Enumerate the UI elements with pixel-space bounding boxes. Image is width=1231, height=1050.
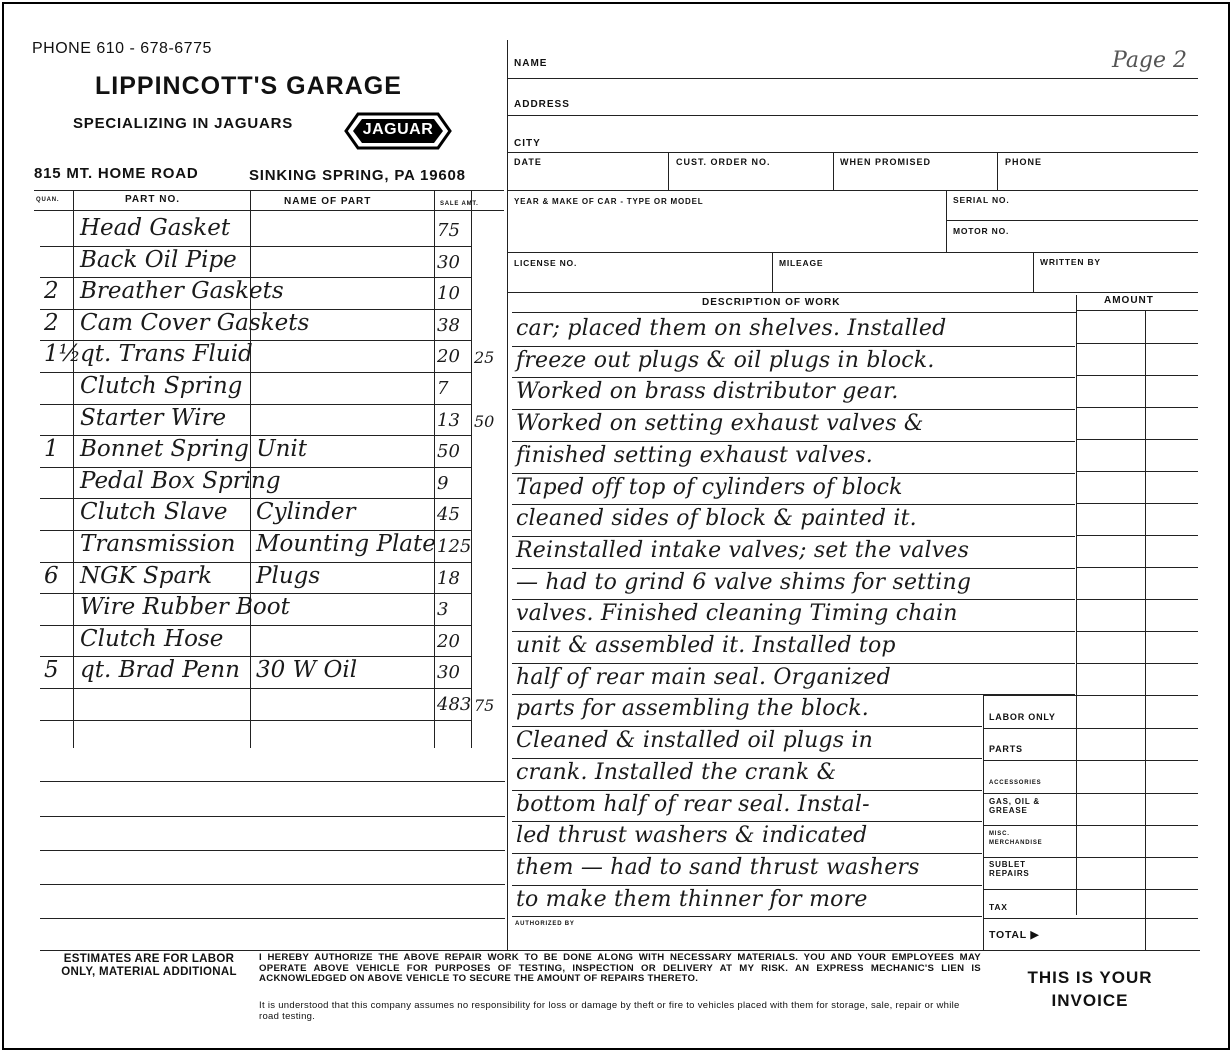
- description-line: bottom half of rear seal. Instal-: [516, 791, 870, 817]
- description-line: led thrust washers & indicated: [516, 823, 868, 849]
- year-make-label: YEAR & MAKE OF CAR - TYPE OR MODEL: [514, 197, 704, 206]
- written-by-label: WRITTEN BY: [1040, 257, 1101, 267]
- license-row-bottom: [508, 292, 1198, 293]
- amount-left-rule: [1076, 295, 1077, 915]
- amount-header: AMOUNT: [1104, 295, 1154, 306]
- invoice-line2: INVOICE: [1051, 991, 1129, 1010]
- amount-rule: [983, 918, 1198, 919]
- description-line: half of rear main seal. Organized: [516, 664, 891, 690]
- date-divider: [668, 152, 669, 190]
- desc-rule: [512, 790, 982, 791]
- row-cents: 50: [474, 411, 495, 431]
- name-line: [508, 78, 1198, 79]
- company-address: 815 MT. HOME ROAD: [34, 165, 199, 182]
- description-line: crank. Installed the crank &: [516, 759, 837, 785]
- desc-rule: [512, 916, 982, 917]
- blank-line: [40, 816, 505, 817]
- amount-rule: [983, 793, 1198, 794]
- row-dollars: 30: [437, 662, 460, 684]
- gas-oil-label: GAS, OIL & GREASE: [989, 797, 1040, 815]
- description-line: them — had to sand thrust washers: [516, 854, 920, 880]
- desc-rule: [512, 504, 1075, 505]
- city-line: [508, 152, 1198, 153]
- amount-rule: [983, 695, 1198, 696]
- desc-rule: [512, 885, 982, 886]
- amount-rule: [1076, 375, 1198, 376]
- desc-rule: [512, 568, 1075, 569]
- motor-label: MOTOR NO.: [953, 226, 1010, 236]
- total-label: TOTAL ▶: [989, 929, 1040, 941]
- row-part-name: Pedal Box Spring: [80, 467, 281, 494]
- desc-rule: [512, 663, 1075, 664]
- row-dollars: 7: [437, 378, 449, 399]
- row-quan: 1: [44, 436, 59, 463]
- amount-rule: [983, 760, 1198, 761]
- misc-label: MISC. MERCHANDISE: [989, 831, 1043, 846]
- amount-rule: [1076, 663, 1198, 664]
- desc-rule: [512, 758, 982, 759]
- row-dollars: 20: [437, 346, 460, 368]
- amount-rule: [983, 889, 1198, 890]
- description-line: freeze out plugs & oil plugs in block.: [516, 347, 935, 373]
- col-rule-name: [434, 190, 435, 748]
- car-row-bottom: [508, 252, 1198, 253]
- serial-label: SERIAL NO.: [953, 195, 1010, 205]
- row-part-name: NGK Spark: [80, 562, 213, 589]
- blank-line: [40, 884, 505, 885]
- description-line: Taped off top of cylinders of block: [516, 474, 903, 500]
- row-quan: 6: [44, 562, 59, 589]
- row-part-name: Cam Cover Gaskets: [80, 309, 310, 336]
- blank-line: [40, 781, 505, 782]
- row-dollars: 75: [437, 220, 460, 241]
- page-note: Page 2: [1112, 48, 1188, 73]
- row-dollars: 125: [437, 536, 472, 557]
- row-dollars: 38: [437, 314, 460, 336]
- row-part-name: Transmission: [80, 531, 236, 557]
- estimates-note: ESTIMATES ARE FOR LABOR ONLY, MATERIAL ADDITIONAL: [61, 953, 237, 978]
- row-part-name: Breather Gaskets: [80, 278, 284, 305]
- amount-rule: [1076, 631, 1198, 632]
- jaguar-logo: [344, 112, 452, 150]
- description-line: Worked on brass distributor gear.: [516, 379, 899, 405]
- row-dollars: 50: [437, 441, 460, 463]
- row-dollars: 20: [437, 630, 460, 652]
- row-quan: 1½: [44, 341, 81, 368]
- row-quan: 2: [44, 278, 59, 305]
- address-line: [508, 115, 1198, 116]
- row-part-name: Back Oil Pipe: [80, 246, 237, 273]
- row-dollars: 9: [437, 472, 449, 494]
- license-divider: [772, 252, 773, 292]
- desc-rule: [512, 473, 1075, 474]
- desc-rule: [512, 441, 1075, 442]
- row-part-name: Head Gasket: [80, 215, 231, 241]
- row-part-name: Clutch Slave: [80, 499, 228, 526]
- row-part-name: qt. Brad Penn: [80, 657, 240, 684]
- description-line: cleaned sides of block & painted it.: [516, 506, 917, 532]
- company-city: SINKING SPRING, PA 19608: [249, 167, 466, 184]
- row-part-name: Clutch Spring: [80, 373, 243, 399]
- row-part-name-cont: Mounting Plate: [256, 531, 436, 557]
- liability-text: It is understood that this company assumes no responsibility for loss or damage by theft or fire to vehicles placed with them for storage, sale, repair or while road testing.: [259, 1000, 960, 1022]
- amount-cents-rule: [1145, 310, 1146, 950]
- col-rule-dollars: [471, 190, 472, 748]
- amount-rule: [1076, 599, 1198, 600]
- tax-label: TAX: [989, 902, 1008, 912]
- description-line: parts for assembling the block.: [516, 696, 869, 722]
- blank-line: [40, 850, 505, 851]
- date-row-bottom: [508, 190, 1198, 191]
- row-dollars: 483: [437, 694, 472, 715]
- address-label: ADDRESS: [514, 99, 570, 110]
- amount-rule: [1076, 567, 1198, 568]
- description-line: unit & assembled it. Installed top: [516, 633, 896, 658]
- amount-rule: [1076, 407, 1198, 408]
- name-label: NAME: [514, 58, 548, 69]
- center-divider: [507, 40, 508, 950]
- row-dollars: 18: [437, 567, 460, 589]
- desc-rule: [512, 409, 1075, 410]
- mileage-label: MILEAGE: [779, 258, 824, 268]
- row-part-name: Starter Wire: [80, 404, 227, 431]
- row-cents: 25: [474, 348, 495, 368]
- authorize-text: I HEREBY AUTHORIZE THE ABOVE REPAIR WORK TO BE DONE ALONG WITH NECESSARY MATERIALS. YOU AND YOUR EMPLOYEES MAY OPERATE ABOVE VEHICLE FOR PURPOSES OF TESTING, INSPECTION OR DELIVERY AT MY RISK. AN EXPRESS MECHANIC'S LIEN IS ACKNOWLEDGED ON ABOVE VEHICLE TO SECURE THE AMOUNT OF REPAIRS THERETO.: [259, 952, 981, 984]
- row-dollars: 3: [437, 599, 449, 621]
- totals-label-rule: [983, 695, 984, 950]
- amount-header-rule: [1076, 310, 1198, 311]
- row-dollars: 10: [437, 283, 460, 305]
- amount-rule: [983, 857, 1198, 858]
- amount-rule: [1076, 503, 1198, 504]
- row-dollars: 13: [437, 409, 460, 431]
- amount-rule: [1076, 343, 1198, 344]
- row-part-name-cont: Cylinder: [256, 499, 356, 526]
- row-rule: [40, 688, 472, 689]
- city-label: CITY: [514, 138, 541, 149]
- description-line: valves. Finished cleaning Timing chain: [516, 601, 958, 627]
- description-line: Worked on setting exhaust valves &: [516, 411, 924, 437]
- company-name: LIPPINCOTT'S GARAGE: [95, 72, 402, 100]
- desc-rule: [512, 821, 982, 822]
- blank-line: [40, 918, 505, 919]
- description-header: DESCRIPTION OF WORK: [702, 297, 841, 308]
- header-quan: QUAN.: [36, 197, 60, 203]
- header-part-no: PART NO.: [125, 194, 181, 205]
- promised-divider: [997, 152, 998, 190]
- col-rule-quan: [73, 190, 74, 748]
- desc-rule: [512, 599, 1075, 600]
- desc-rule: [512, 346, 1075, 347]
- invoice-line1: THIS IS YOUR: [1027, 968, 1153, 987]
- when-promised-label: WHEN PROMISED: [840, 157, 932, 167]
- amount-rule: [983, 950, 1198, 951]
- parts-label: PARTS: [989, 744, 1023, 754]
- company-tagline: SPECIALIZING IN JAGUARS: [73, 115, 294, 132]
- order-divider: [833, 152, 834, 190]
- company-phone: PHONE 610 - 678-6775: [32, 40, 212, 57]
- description-line: Reinstalled intake valves; set the valves: [516, 537, 970, 563]
- description-line: finished setting exhaust valves.: [516, 442, 873, 468]
- jaguar-logo-text: JAGUAR: [362, 121, 434, 138]
- license-label: LICENSE NO.: [514, 258, 578, 268]
- amount-rule: [1076, 471, 1198, 472]
- sublet-label: SUBLET REPAIRS: [989, 860, 1030, 878]
- description-line: car; placed them on shelves. Installed: [516, 316, 947, 341]
- desc-rule: [512, 853, 982, 854]
- desc-header-rule: [512, 312, 1076, 313]
- amount-rule: [1076, 535, 1198, 536]
- serial-divider: [946, 190, 947, 252]
- row-part-name: Clutch Hose: [80, 625, 224, 652]
- row-dollars: 30: [437, 251, 460, 273]
- authorized-by-label: AUTHORIZED BY: [515, 921, 575, 927]
- header-name-of-part: NAME OF PART: [284, 196, 372, 207]
- row-dollars: 45: [437, 504, 460, 526]
- row-quan: 2: [44, 309, 59, 336]
- amount-rule: [1076, 439, 1198, 440]
- row-cents: 75: [474, 696, 495, 715]
- mileage-divider: [1033, 252, 1034, 292]
- amount-rule: [983, 825, 1198, 826]
- desc-rule: [512, 377, 1075, 378]
- phone-label: PHONE: [1005, 157, 1043, 167]
- description-line: Cleaned & installed oil plugs in: [516, 728, 874, 754]
- cust-order-label: CUST. ORDER NO.: [676, 157, 771, 167]
- row-part-name: Bonnet Spring Unit: [80, 436, 308, 463]
- date-label: DATE: [514, 157, 542, 167]
- row-part-name-cont: Plugs: [256, 562, 321, 589]
- desc-rule: [512, 726, 982, 727]
- description-line: to make them thinner for more: [516, 886, 868, 912]
- desc-rule: [512, 631, 1075, 632]
- accessories-label: ACCESSORIES: [989, 780, 1042, 786]
- row-part-name: qt. Trans Fluid: [80, 341, 253, 368]
- description-line: — had to grind 6 valve shims for setting: [516, 569, 972, 595]
- row-quan: 5: [44, 657, 59, 684]
- labor-only-label: LABOR ONLY: [989, 712, 1056, 722]
- row-part-name: Wire Rubber Boot: [80, 594, 290, 621]
- serial-line: [946, 220, 1198, 221]
- row-rule: [40, 720, 472, 721]
- row-part-name-cont: 30 W Oil: [256, 657, 358, 684]
- desc-rule: [512, 536, 1075, 537]
- header-sale-amt: SALE AMT.: [440, 201, 479, 207]
- amount-rule: [983, 728, 1198, 729]
